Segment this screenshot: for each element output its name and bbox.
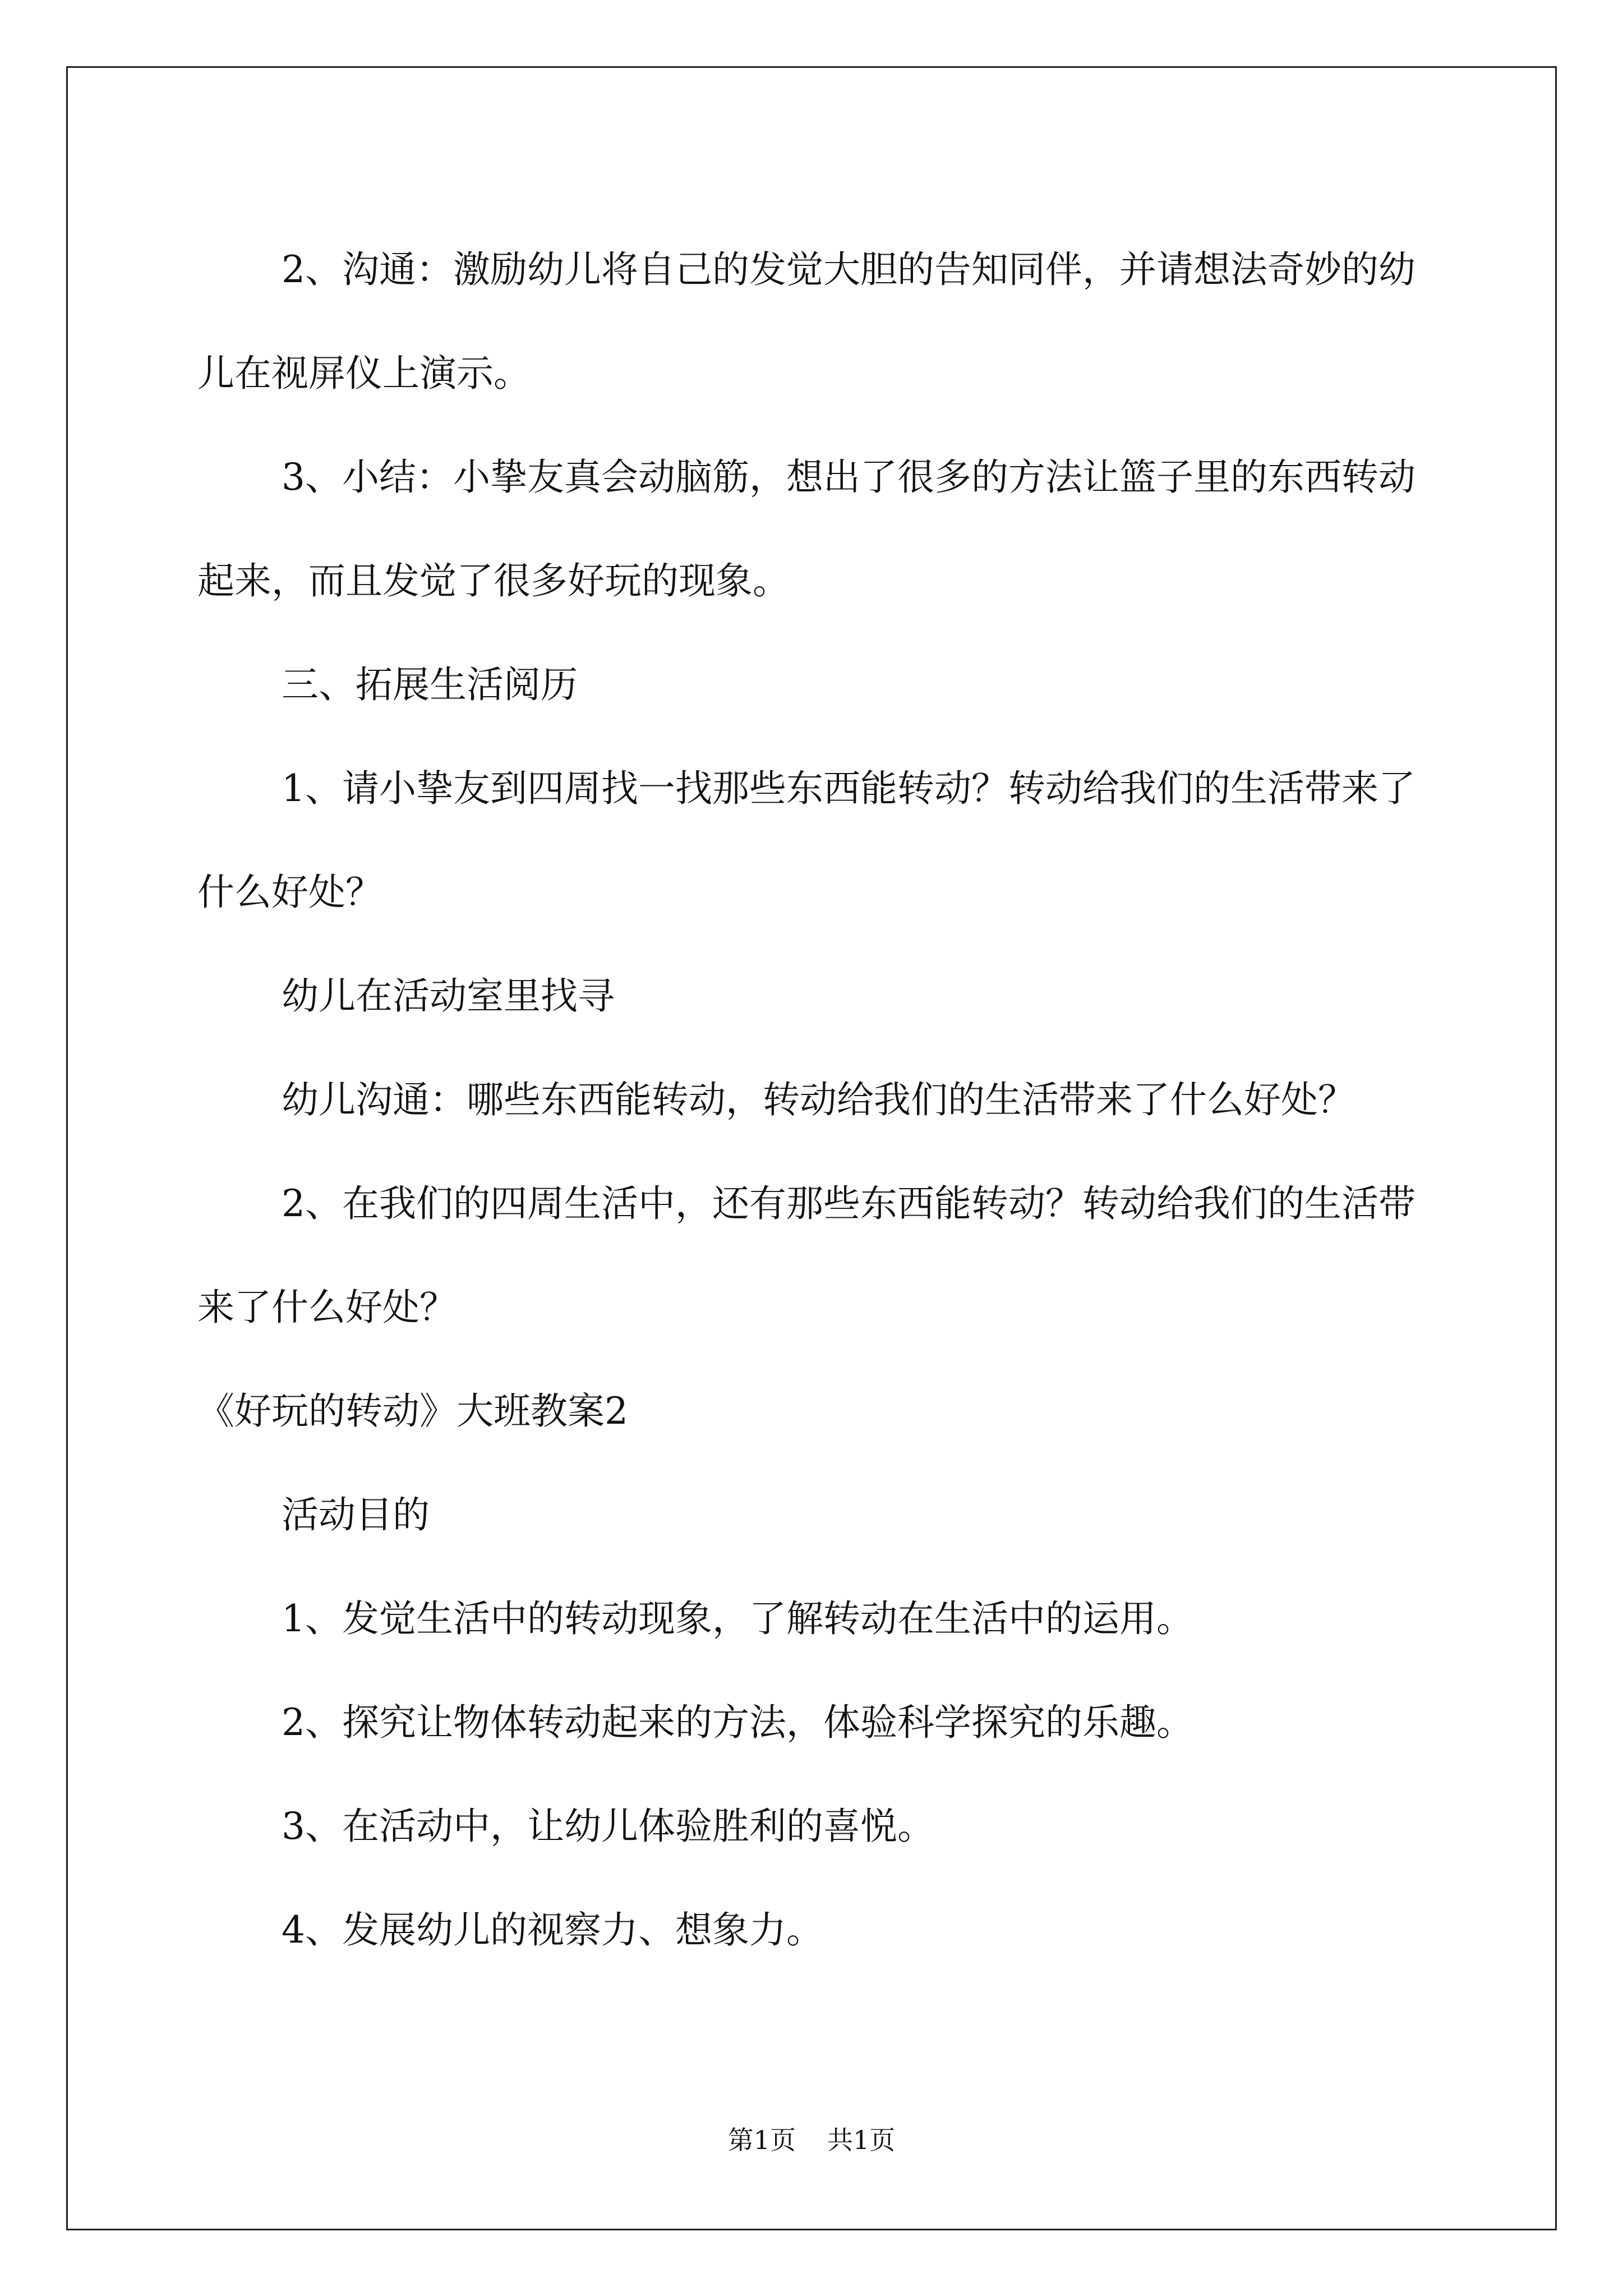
objective-item-4: 4、发展幼儿的视察力、想象力。 xyxy=(282,1908,823,1952)
objective-item-2: 2、探究让物体转动起来的方法，体验科学探究的乐趣。 xyxy=(282,1701,1193,1744)
lesson-plan-title: 《好玩的转动》大班教案2 xyxy=(197,1389,628,1433)
page-footer xyxy=(0,2123,1623,2157)
objective-item-3: 3、在活动中，让幼儿体验胜利的喜悦。 xyxy=(282,1805,934,1848)
paragraph-children-discuss: 幼儿沟通：哪些东西能转动，转动给我们的生活带来了什么好处？ xyxy=(282,1078,1355,1121)
paragraph-communicate: 2、沟通：激励幼儿将自己的发觉大胆的告知同伴，并请想法奇妙的幼儿在视屏仪上演示。 xyxy=(197,248,1415,395)
objective-item-1: 1、发觉生活中的转动现象，了解转动在生活中的运用。 xyxy=(282,1597,1193,1640)
section-heading-objectives: 活动目的 xyxy=(282,1493,430,1536)
page-total: 共1页 xyxy=(827,2125,896,2155)
page-number: 第1页 xyxy=(727,2125,796,2155)
paragraph-children-search: 幼儿在活动室里找寻 xyxy=(282,974,615,1018)
paragraph-summary: 3、小结：小挚友真会动脑筋，想出了很多的方法让篮子里的东西转动起来，而且发觉了很多好玩的现象。 xyxy=(197,455,1415,602)
section-heading-expand-experience: 三、拓展生活阅历 xyxy=(282,663,578,706)
paragraph-find-rotating-things: 1、请小挚友到四周找一找那些东西能转动？转动给我们的生活带来了什么好处？ xyxy=(197,767,1415,914)
paragraph-surroundings-question: 2、在我们的四周生活中，还有那些东西能转动？转动给我们的生活带来了什么好处？ xyxy=(197,1182,1415,1329)
document-body xyxy=(197,218,1437,1982)
